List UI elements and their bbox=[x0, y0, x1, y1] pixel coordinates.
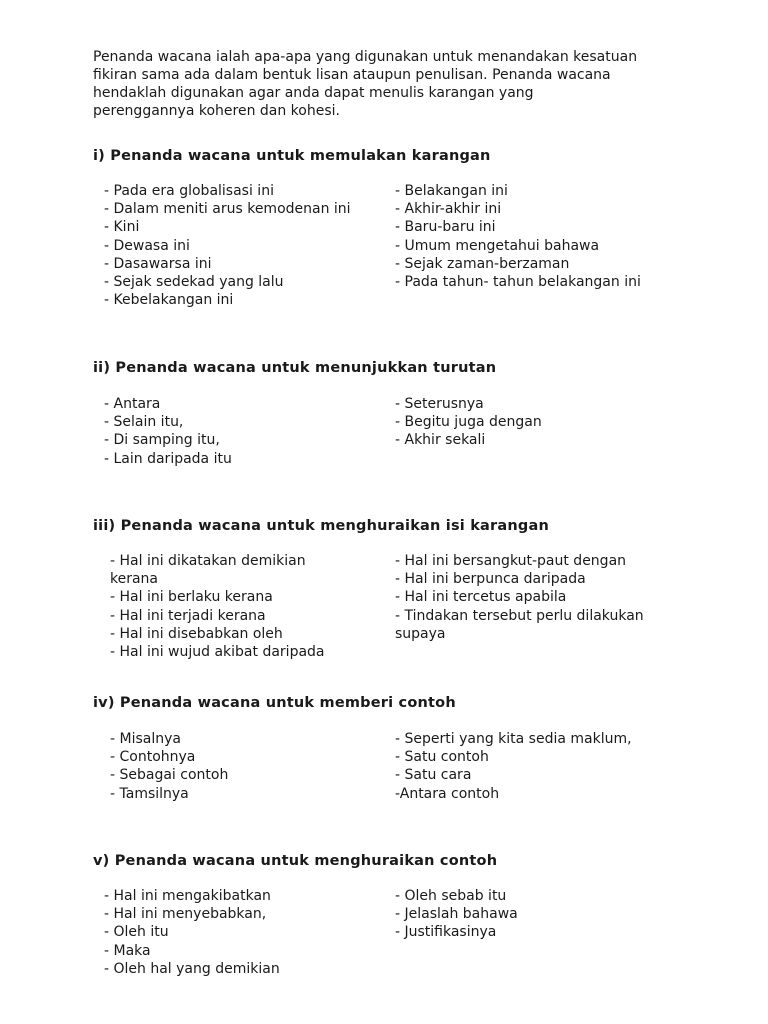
section-2-heading: ii) Penanda wacana untuk menunjukkan turutan bbox=[93, 360, 497, 376]
list-item: - Hal ini berlaku kerana bbox=[110, 589, 273, 606]
section-2-right-list bbox=[395, 395, 542, 450]
list-item: - Jelaslah bahawa bbox=[395, 906, 518, 923]
list-item: - Umum mengetahui bahawa bbox=[395, 237, 600, 254]
section-4-right-list bbox=[395, 730, 632, 803]
list-item: - Satu cara bbox=[395, 767, 472, 784]
list-item: - Misalnya bbox=[110, 731, 181, 747]
list-item: - Begitu juga dengan bbox=[395, 414, 542, 431]
list-item: - Hal ini mengakibatkan bbox=[104, 888, 271, 904]
list-item: -Antara contoh bbox=[395, 785, 500, 802]
list-item: - Hal ini wujud akibat daripada bbox=[110, 644, 325, 661]
list-item: - Kini bbox=[104, 219, 140, 236]
list-item: - Dewasa ini bbox=[104, 237, 190, 254]
list-item: - Hal ini bersangkut-paut dengan bbox=[395, 553, 627, 569]
section-2-left-list bbox=[104, 395, 232, 468]
list-item: - Seperti yang kita sedia maklum, bbox=[395, 731, 632, 747]
list-item: - Hal ini dikatakan demikian bbox=[110, 553, 306, 569]
list-item: - Hal ini tercetus apabila bbox=[395, 589, 567, 606]
list-item: - Antara bbox=[104, 396, 161, 412]
list-item: - Hal ini terjadi kerana bbox=[110, 607, 266, 624]
list-item: - Hal ini disebabkan oleh bbox=[110, 625, 283, 642]
section-1-right-list bbox=[395, 182, 641, 291]
list-item: - Sejak sedekad yang lalu bbox=[104, 274, 284, 291]
list-item: - Sejak zaman-berzaman bbox=[395, 255, 570, 272]
section-5-left-list bbox=[104, 887, 280, 978]
list-item: - Di samping itu, bbox=[104, 432, 220, 449]
list-item: - Dasawarsa ini bbox=[104, 255, 212, 272]
section-1-heading: i) Penanda wacana untuk memulakan karangan bbox=[93, 148, 491, 164]
intro-line: Penanda wacana ialah apa-apa yang digunakan untuk menandakan kesatuan bbox=[93, 49, 638, 65]
section-3-left-list bbox=[110, 552, 325, 661]
list-item: - Contohnya bbox=[110, 749, 196, 766]
list-item: kerana bbox=[110, 571, 159, 588]
section-3-right-list bbox=[395, 552, 644, 643]
section-3-heading: iii) Penanda wacana untuk menghuraikan isi karangan bbox=[93, 518, 549, 534]
list-item: - Sebagai contoh bbox=[110, 767, 229, 784]
list-item: - Akhir-akhir ini bbox=[395, 201, 502, 218]
intro-line: perenggannya koheren dan kohesi. bbox=[93, 103, 340, 119]
section-5-heading: v) Penanda wacana untuk menghuraikan contoh bbox=[93, 853, 498, 869]
list-item: - Belakangan ini bbox=[395, 183, 508, 199]
list-item: - Oleh sebab itu bbox=[395, 888, 507, 904]
intro-line: hendaklah digunakan agar anda dapat menulis karangan yang bbox=[93, 85, 534, 101]
list-item: - Akhir sekali bbox=[395, 432, 486, 449]
list-item: - Selain itu, bbox=[104, 414, 184, 431]
list-item: - Baru-baru ini bbox=[395, 219, 496, 236]
list-item: - Oleh itu bbox=[104, 924, 169, 941]
section-5-right-list bbox=[395, 887, 518, 942]
list-item: - Hal ini berpunca daripada bbox=[395, 571, 586, 588]
list-item: - Dalam meniti arus kemodenan ini bbox=[104, 201, 351, 218]
list-item: - Pada tahun- tahun belakangan ini bbox=[395, 274, 641, 291]
intro-paragraph bbox=[93, 48, 713, 120]
list-item: - Maka bbox=[104, 942, 151, 959]
list-item: - Kebelakangan ini bbox=[104, 292, 234, 309]
list-item: - Tindakan tersebut perlu dilakukan bbox=[395, 607, 644, 624]
list-item: - Lain daripada itu bbox=[104, 450, 232, 467]
section-1-left-list bbox=[104, 182, 351, 309]
list-item: supaya bbox=[395, 625, 446, 642]
section-4-left-list bbox=[110, 730, 228, 803]
section-4-heading: iv) Penanda wacana untuk memberi contoh bbox=[93, 695, 456, 711]
list-item: - Seterusnya bbox=[395, 396, 484, 412]
list-item: - Oleh hal yang demikian bbox=[104, 960, 280, 977]
list-item: - Justifikasinya bbox=[395, 924, 497, 941]
list-item: - Tamsilnya bbox=[110, 785, 189, 802]
list-item: - Hal ini menyebabkan, bbox=[104, 906, 267, 923]
intro-line: fikiran sama ada dalam bentuk lisan ataupun penulisan. Penanda wacana bbox=[93, 67, 611, 83]
list-item: - Pada era globalisasi ini bbox=[104, 183, 274, 199]
list-item: - Satu contoh bbox=[395, 749, 489, 766]
